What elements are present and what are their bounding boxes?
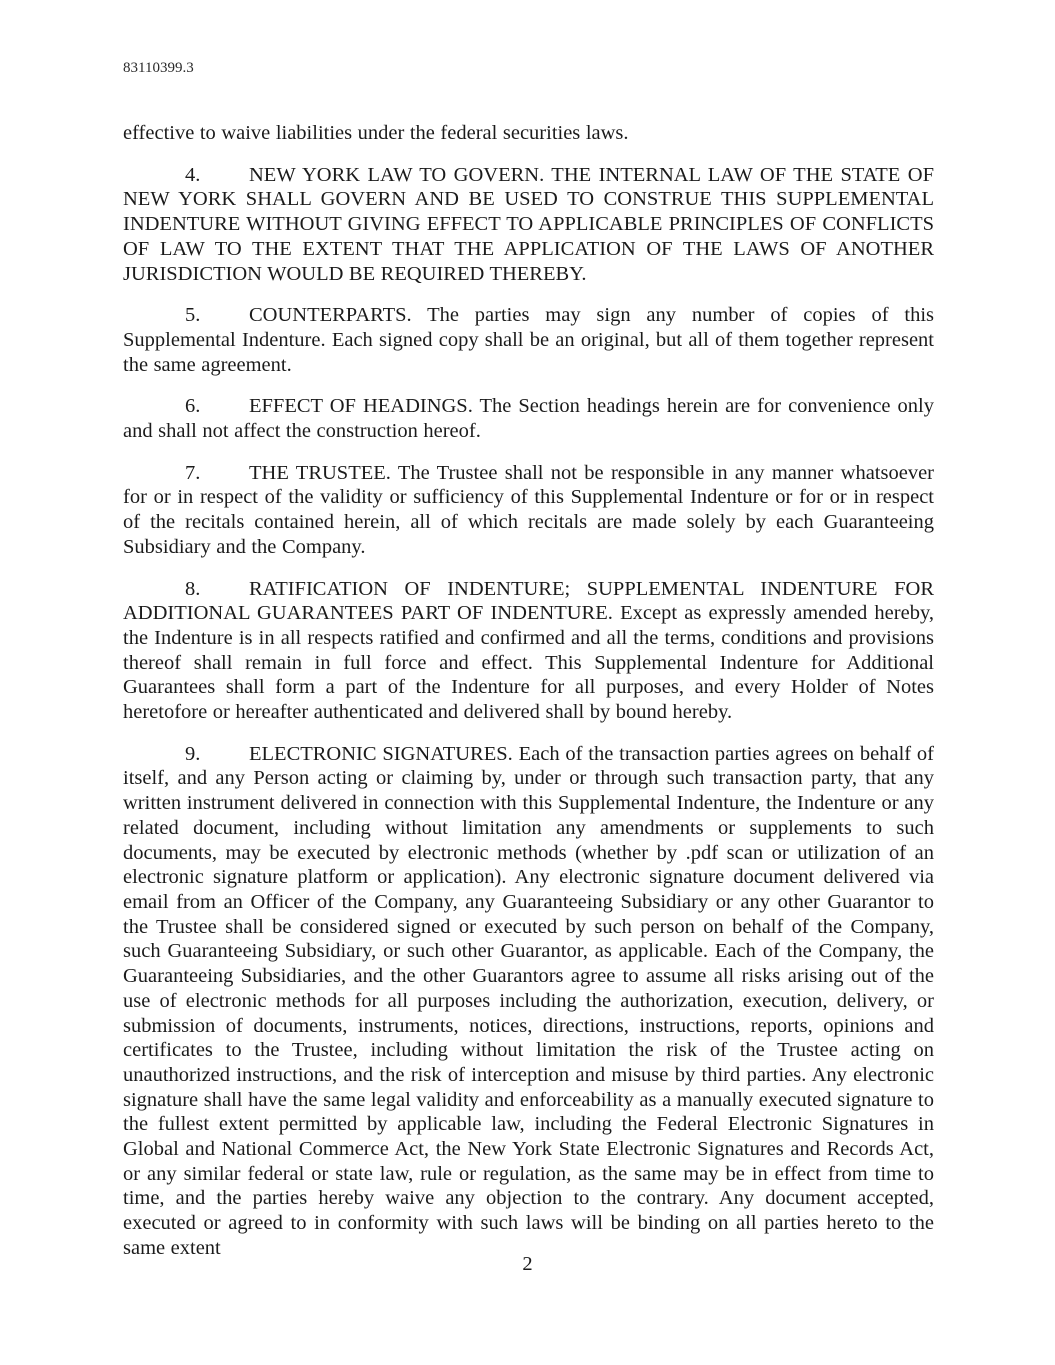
paragraph-text: THE TRUSTEE. The Trustee shall not be responsible in any manner whatsoever for or in respect of the validity or sufficiency of this Supplemental Indenture or for or in respect of the recitals contained herein, all of which recitals are made solely by each Guaranteeing Subsidiary and the Company.	[123, 461, 934, 558]
paragraph-text: effective to waive liabilities under the federal securities laws.	[123, 122, 629, 144]
document-body	[123, 121, 934, 1278]
section-number: 5.	[185, 304, 201, 327]
section-number: 7.	[185, 461, 201, 484]
paragraph-continuation	[123, 121, 934, 146]
section-5-paragraph	[123, 303, 934, 377]
section-number: 4.	[185, 163, 201, 186]
page-number: 2	[522, 1253, 533, 1275]
paragraph-text: RATIFICATION OF INDENTURE; SUPPLEMENTAL INDENTURE FOR ADDITIONAL GUARANTEES PART OF INDENTURE. Except as expressly amended hereby, the Indenture is in all respects ratified and confirmed and all the terms, conditions and provisions thereof shall remain in full force and effect. This Supplemental Indenture for Additional Guarantees shall form a part of the Indenture for all purposes, and every Holder of Notes heretofore or hereafter authenticated and delivered shall by bound hereby.	[123, 577, 934, 724]
section-number: 6.	[185, 395, 201, 418]
section-number: 8.	[185, 577, 201, 600]
section-4-paragraph	[123, 163, 934, 287]
section-9-paragraph	[123, 742, 934, 1261]
section-7-paragraph	[123, 461, 934, 560]
document-control-number: 83110399.3	[123, 60, 194, 76]
section-6-paragraph	[123, 394, 934, 443]
paragraph-text: EFFECT OF HEADINGS. The Section headings herein are for convenience only and shall not affect the construction hereof.	[123, 395, 934, 443]
section-number: 9.	[185, 742, 201, 765]
section-8-paragraph	[123, 577, 934, 725]
paragraph-text: NEW YORK LAW TO GOVERN. THE INTERNAL LAW OF THE STATE OF NEW YORK SHALL GOVERN AND BE USED TO CONSTRUE THIS SUPPLEMENTAL INDENTURE WITHOUT GIVING EFFECT TO APPLICABLE PRINCIPLES OF CONFLICTS OF LAW TO THE EXTENT THAT THE APPLICATION OF THE LAWS OF ANOTHER JURISDICTION WOULD BE REQUIRED THEREBY.	[123, 163, 934, 285]
paragraph-text: ELECTRONIC SIGNATURES. Each of the transaction parties agrees on behalf of itself, and any Person acting or claiming by, under or through such transaction party, that any written instrument delivered in connection with this Supplemental Indenture, the Indenture or any related document, including without limitation any amendments or supplements to such documents, may be executed by electronic methods (whether by .pdf scan or utilization of an electronic signature platform or application). Any electronic signature document delivered via email from an Officer of the Company, any Guaranteeing Subsidiary or any other Guarantor to the Trustee shall be considered signed or executed by such person on behalf of the Company, such Guaranteeing Subsidiary, or such other Guarantor, as applicable. Each of the Company, the Guaranteeing Subsidiaries, and the other Guarantors agree to assume all risks arising out of the use of electronic methods for all purposes including the authorization, execution, delivery, or submission of documents, instruments, notices, directions, instructions, reports, opinions and certificates to the Trustee, including without limitation the risk of the Trustee acting on unauthorized instructions, and the risk of interception and misuse by third parties. Any electronic signature shall have the same legal validity and enforceability as a manually executed signature to the fullest extent permitted by applicable law, including the Federal Electronic Signatures in Global and National Commerce Act, the New York State Electronic Signatures and Records Act, or any similar federal or state law, rule or regulation, as the same may be in effect from time to time, and the parties hereby waive any objection to the contrary. Any document accepted, executed or agreed to in conformity with such laws will be binding on all parties hereto to the same extent	[123, 742, 934, 1259]
paragraph-text: COUNTERPARTS. The parties may sign any number of copies of this Supplemental Indenture. Each signed copy shall be an original, but all of them together represent the same agreement.	[123, 304, 934, 376]
